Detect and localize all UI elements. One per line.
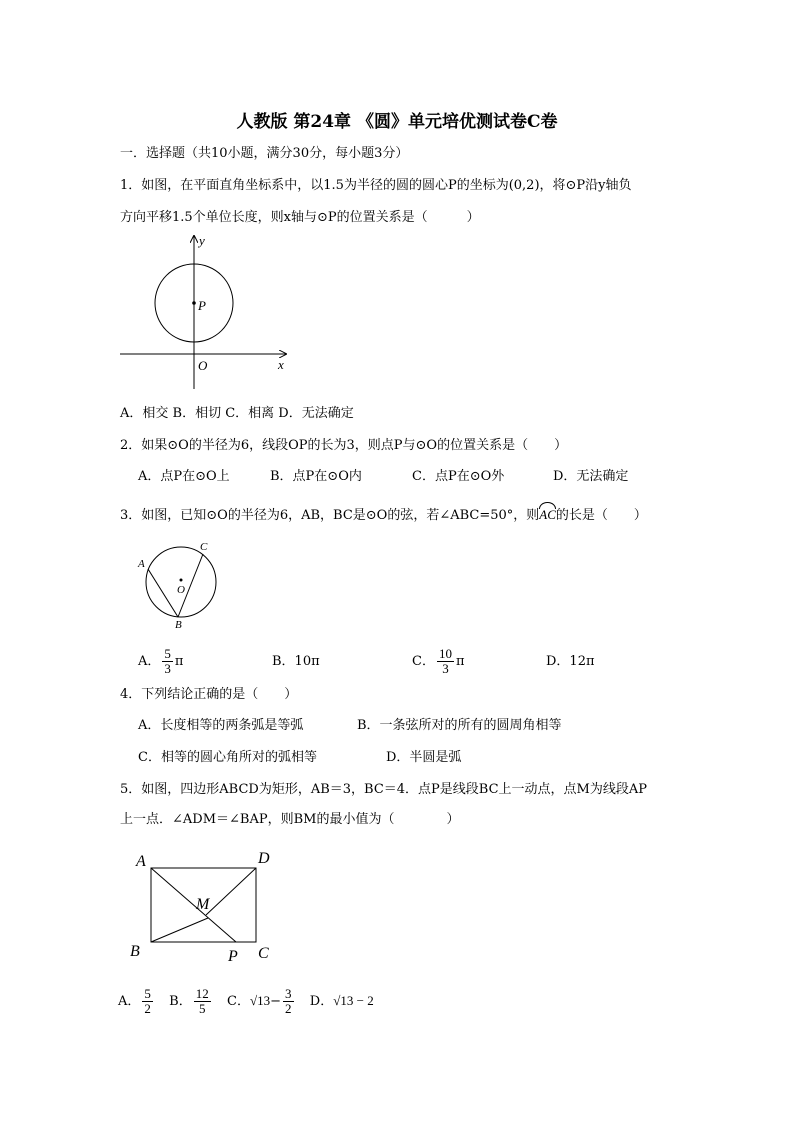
q3-option-a: A． $\frac{5}{3}$ π	[138, 646, 184, 676]
q3-stem-pre: 3．如图，已知⊙O的半径为6，AB，BC是⊙O的弦，若∠ABC=50°，则	[120, 508, 540, 523]
page-title: 人教版 第24章 《圆》单元培优测试卷C卷	[236, 112, 558, 132]
q1-stem-line1: 1．如图，在平面直角坐标系中，以1.5为半径的圆的圆心P的坐标为(0,2)，将⊙P沿y轴负	[120, 178, 632, 193]
q4-stem: 4．下列结论正确的是（ ）	[120, 687, 298, 702]
q3-option-c-fraction: $\frac{10}{3}$	[438, 646, 452, 676]
q5-segment-ap	[151, 868, 236, 942]
q3-label-b: B	[175, 619, 182, 630]
q5-label-d: D	[258, 850, 270, 867]
q5-option-c: C．√13− $\frac{3}{2}$	[227, 986, 292, 1016]
q3-label-o: O	[177, 584, 185, 596]
q3-arc-ac: AC	[539, 507, 556, 522]
q5-label-b: B	[130, 943, 140, 960]
q3-chord-ab	[148, 569, 178, 617]
q5-option-b: B． $\frac{12}{5}$	[169, 986, 209, 1016]
q2-option-b: B．点P在⊙O内	[270, 469, 362, 484]
q5-stem-line1: 5．如图，四边形ABCD为矩形，AB＝3，BC＝4．点P是线段BC上一动点，点M为线段AP	[120, 782, 647, 797]
q5-segment-bm	[151, 918, 208, 942]
q4-option-d: D．半圆是弧	[386, 750, 462, 765]
q3-stem-post: 的长是（ ）	[555, 508, 647, 523]
q5-option-a: A． $\frac{5}{2}$	[118, 986, 151, 1016]
q1-label-p: P	[198, 298, 206, 313]
q1-center-point	[192, 301, 196, 305]
q1-figure-coordinate-circle	[118, 232, 293, 394]
q5-option-d: D．√13 − 2	[309, 993, 374, 1009]
q3-option-a-fraction: $\frac{5}{3}$	[164, 646, 171, 676]
q2-option-c: C．点P在⊙O外	[412, 469, 505, 484]
q3-label-a: A	[138, 558, 145, 570]
q1-options: A．相交 B．相切 C．相离 D．无法确定	[120, 406, 354, 421]
q3-center-point	[180, 579, 183, 582]
q1-label-o: O	[198, 358, 208, 373]
q1-label-y: y	[199, 233, 205, 248]
q5-figure-rectangle	[126, 846, 282, 968]
q3-figure-circle-chords	[134, 536, 224, 630]
q3-label-c: C	[200, 541, 208, 553]
q2-stem: 2．如果⊙O的半径为6，线段OP的长为3，则点P与⊙O的位置关系是（ ）	[120, 438, 568, 453]
q5-label-c: C	[258, 945, 269, 962]
q4-option-b: B．一条弦所对的所有的圆周角相等	[357, 718, 562, 733]
q1-stem-line2: 方向平移1.5个单位长度，则x轴与⊙P的位置关系是（ ）	[120, 210, 480, 225]
q4-option-a: A．长度相等的两条弧是等弧	[138, 718, 304, 733]
q3-option-c: C． $\frac{10}{3}$ π	[412, 646, 465, 676]
q3-option-d: D．12π	[546, 654, 595, 669]
q2-option-a: A．点P在⊙O上	[138, 469, 230, 484]
q3-option-b: B．10π	[272, 654, 320, 669]
q2-option-d: D．无法确定	[553, 469, 629, 484]
section-heading: 一．选择题（共10小题，满分30分，每小题3分）	[120, 146, 409, 161]
q5-label-p: P	[228, 948, 238, 965]
q1-label-x: x	[278, 357, 284, 372]
q5-options	[118, 984, 374, 1019]
q5-stem-line2: 上一点．∠ADM＝∠BAP，则BM的最小值为（ ）	[120, 812, 460, 827]
q3-stem	[120, 507, 647, 524]
q5-label-a: A	[136, 853, 146, 870]
q4-option-c: C．相等的圆心角所对的弧相等	[138, 750, 317, 765]
q5-segment-dm	[206, 868, 256, 915]
q5-label-m: M	[196, 896, 210, 913]
